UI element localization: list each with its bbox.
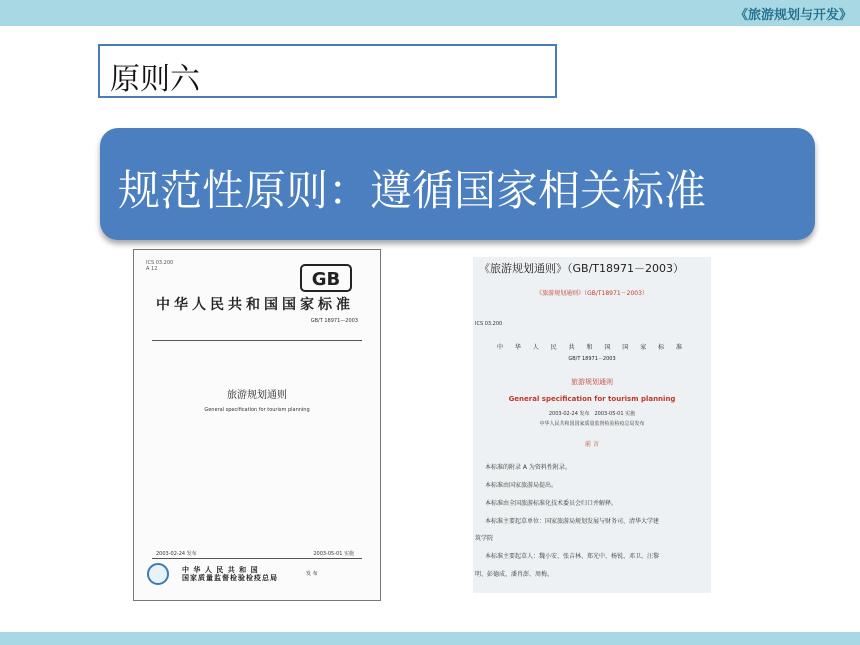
cover-ics-line: ICS 03.200 [146, 260, 174, 266]
cover-issuer-line: 国家质量监督检验检疫总局 [182, 574, 278, 582]
cover-issue-date: 2003-02-24 发布 [156, 551, 197, 557]
page-issuer: 中华人民共和国国家质量监督检验检疫总局发布 [539, 421, 645, 427]
slide-title-box [98, 44, 557, 98]
cover-issuer-line: 中 华 人 民 共 和 国 [182, 566, 259, 574]
cover-effective-date: 2003-05-01 实施 [313, 551, 354, 557]
cover-issued-label: 发 布 [306, 571, 318, 577]
page-paragraph: 本标准主要起草单位：国家旅游局规划发展与财务司、清华大学建 [485, 518, 660, 525]
page-paragraph: 本标准由全国旅游标准化技术委员会归口并解释。 [485, 500, 618, 507]
cover-divider-bottom [152, 558, 362, 559]
page-header: 《旅游规划通则》（GB/T18971－2003） [479, 262, 684, 275]
page-ics: ICS 03.200 [475, 321, 503, 327]
standard-cover-image [133, 249, 381, 601]
page-header-small: 《旅游规划通则》（GB/T18971－2003） [536, 290, 648, 297]
cover-issuer [182, 566, 278, 582]
page-preface-heading: 前 言 [585, 441, 599, 448]
gb-logo [300, 264, 352, 292]
page-paragraph: 筑学院 [475, 535, 494, 542]
cover-code: GB/T 18971—2003 [310, 318, 358, 324]
page-title: 旅游规划通则 [571, 378, 613, 386]
cover-doc-title: 旅游规划通则 [227, 390, 287, 401]
page-paragraph: 本标准的附录 A 为资料性附录。 [485, 464, 571, 471]
top-bar [0, 0, 860, 26]
cover-ics-line: A 12 [146, 266, 158, 272]
bottom-bar [0, 632, 860, 645]
seal-icon [147, 563, 169, 585]
page-paragraph: 本标准由国家旅游局提出。 [485, 482, 558, 489]
page-paragraph: 本标准主要起草人：魏小安、张吉林、郑光中、杨锐、邓卫、汪黎 [485, 553, 660, 560]
page-national-standard: 中 华 人 民 共 和 国 国 家 标 准 [496, 344, 688, 351]
course-title: 《旅游规划与开发》 [734, 8, 852, 23]
slide-title: 原则六 [110, 62, 200, 97]
principle-banner [100, 128, 815, 240]
page-paragraph: 明、彭德成、潘肖澎、周梅。 [475, 571, 554, 578]
cover-ics [146, 260, 176, 272]
gb-logo-text: GB [311, 269, 341, 290]
page-title-en: General specification for tourism planning [508, 395, 676, 403]
page-dates: 2003-02-24 发布 2003-05-01 实施 [548, 411, 636, 417]
banner-text: 规范性原则：遵循国家相关标准 [118, 166, 707, 215]
standard-text-image [473, 257, 711, 593]
cover-national-standard: 中华人民共和国国家标准 [156, 297, 354, 313]
page-code: GB/T 18971－2003 [568, 356, 616, 362]
cover-divider [152, 340, 362, 341]
cover-doc-title-en: General specification for tourism planning [204, 407, 310, 413]
